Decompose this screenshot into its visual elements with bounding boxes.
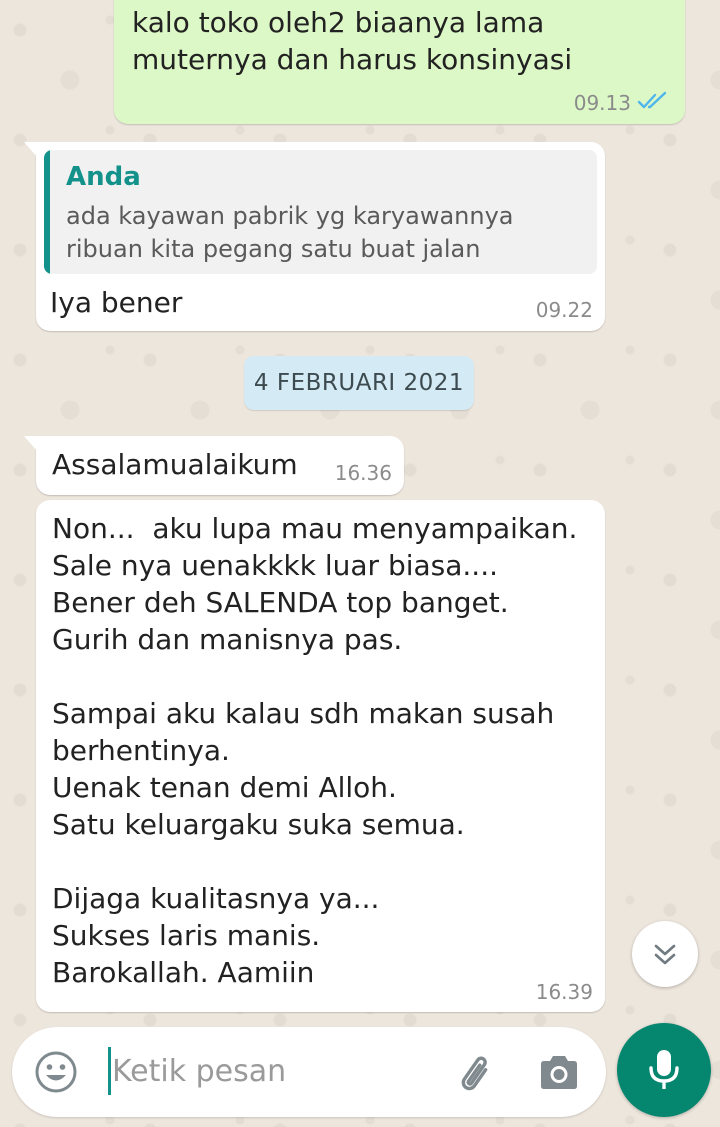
scroll-to-bottom-button[interactable] [632,921,698,987]
quote-author: Anda [66,162,141,192]
quoted-message[interactable] [44,150,597,274]
quote-text: ada kayawan pabrik yg karyawannya ribuan kita pegang satu buat jalan [66,202,514,263]
chevron-double-down-icon [651,940,679,968]
emoji-icon [34,1050,78,1094]
camera-button[interactable] [534,1048,584,1098]
double-check-icon [637,90,669,112]
message-time: 09.22 [535,298,593,322]
message-text: Assalamualaikum [52,448,298,481]
message-incoming-reply[interactable] [36,142,605,331]
message-incoming-2[interactable] [36,436,404,495]
camera-icon [537,1053,581,1093]
message-time: 16.36 [334,461,392,485]
bubble-tail [24,436,38,452]
quote-accent-bar [44,150,50,274]
message-input[interactable] [108,1041,442,1101]
date-divider: 4 FEBRUARI 2021 [244,356,474,410]
message-time: 16.39 [535,980,593,1004]
message-time: 09.13 [573,91,631,115]
message-incoming-3[interactable] [36,500,605,1012]
voice-record-button[interactable] [617,1023,711,1117]
message-composer [12,1027,606,1117]
message-text: Iya bener [50,286,183,319]
message-text: Non... aku lupa mau menyampaikan. Sale nya uenakkkk luar biasa.... Bener deh SALENDA top banget. Gurih dan manisnya pas. Sampai aku kalau sdh makan susah berhentinya. Uenak tenan demi Alloh. Satu keluargaku suka semua. Dijaga kualitasnya ya... Sukses laris manis. Barokallah. Aamiin [52,512,578,989]
microphone-icon [646,1048,682,1092]
paperclip-icon [448,1048,498,1098]
bubble-tail [24,142,38,158]
emoji-button[interactable] [32,1048,80,1096]
message-outgoing-1[interactable] [114,0,685,124]
message-text: kalo toko oleh2 biaanya lama muternya dan harus konsinyasi [132,6,573,76]
attach-button[interactable] [446,1046,500,1100]
